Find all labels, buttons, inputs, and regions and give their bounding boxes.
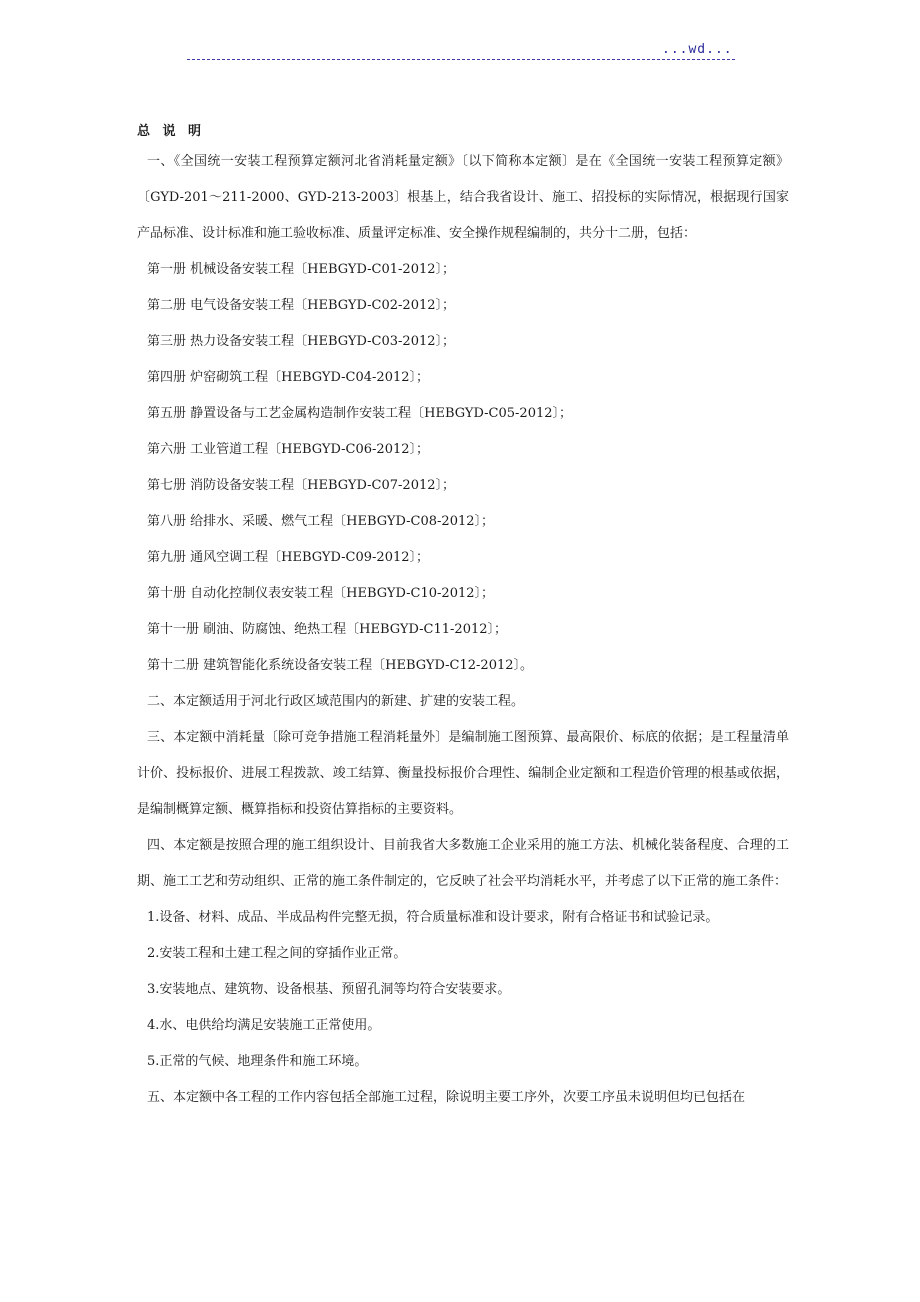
condition-item-5: 5.正常的气候、地理条件和施工环境。 [147, 1054, 368, 1069]
document-title: 总 说 明 [137, 124, 206, 139]
condition-item-4: 4.水、电供给均满足安装施工正常使用。 [147, 1018, 381, 1033]
volume-item-7: 第七册 消防设备安装工程〔HEBGYD-C07-2012〕； [147, 478, 456, 493]
volume-item-4: 第四册 炉窑砌筑工程〔HEBGYD-C04-2012〕； [147, 370, 430, 385]
volume-item-1: 第一册 机械设备安装工程〔HEBGYD-C01-2012〕； [147, 262, 456, 277]
volume-item-2: 第二册 电气设备安装工程〔HEBGYD-C02-2012〕； [147, 298, 456, 313]
paragraph-work-content: 五、本定额中各工程的工作内容包括全部施工过程，除说明主要工序外，次要工序虽未说明但均已包括在 [147, 1090, 746, 1105]
paragraph-conditions: 四、本定额是按照合理的施工组织设计、目前我省大多数施工企业采用的施工方法、机械化装备程度、合理的工期、施工工艺和劳动组织、正常的施工条件制定的，它反映了社会平均消耗水平，并考虑了以下正常的施工条件： [137, 838, 789, 889]
paragraph-intro: 一、《全国统一安装工程预算定额河北省消耗量定额》〔以下简称本定额〕是在《全国统一安装工程预算定额》〔GYD-201～211-2000、GYD-213-2003〕根基上，结合我省设计、施工、招投标的实际情况，根据现行国家产品标准、设计标准和施工验收标准、质量评定标准、安全操作规程编制的，共分十二册，包括： [137, 154, 789, 241]
document-body [137, 144, 789, 1116]
volume-item-3: 第三册 热力设备安装工程〔HEBGYD-C03-2012〕； [147, 334, 456, 349]
condition-item-3: 3.安装地点、建筑物、设备根基、预留孔洞等均符合安装要求。 [147, 982, 511, 997]
volume-item-9: 第九册 通风空调工程〔HEBGYD-C09-2012〕； [147, 550, 430, 565]
volume-item-12: 第十二册 建筑智能化系统设备安装工程〔HEBGYD-C12-2012〕。 [147, 658, 534, 673]
header-mark: ...wd... [662, 42, 733, 57]
condition-item-2: 2.安装工程和土建工程之间的穿插作业正常。 [147, 946, 407, 961]
paragraph-consumption: 三、本定额中消耗量〔除可竞争措施工程消耗量外〕是编制施工图预算、最高限价、标底的依据；是工程量清单计价、投标报价、进展工程拨款、竣工结算、衡量投标报价合理性、编制企业定额和工程造价管理的根基或依据，是编制概算定额、概算指标和投资估算指标的主要资料。 [137, 730, 789, 817]
volume-item-10: 第十册 自动化控制仪表安装工程〔HEBGYD-C10-2012〕； [147, 586, 495, 601]
volume-item-11: 第十一册 刷油、防腐蚀、绝热工程〔HEBGYD-C11-2012〕； [147, 622, 508, 637]
volume-item-6: 第六册 工业管道工程〔HEBGYD-C06-2012〕； [147, 442, 430, 457]
condition-item-1: 1.设备、材料、成品、半成品构件完整无损，符合质量标准和设计要求，附有合格证书和试验记录。 [147, 910, 719, 925]
paragraph-scope: 二、本定额适用于河北行政区域范围内的新建、扩建的安装工程。 [147, 694, 525, 709]
volume-item-8: 第八册 给排水、采暖、燃气工程〔HEBGYD-C08-2012〕； [147, 514, 495, 529]
volume-item-5: 第五册 静置设备与工艺金属构造制作安装工程〔HEBGYD-C05-2012〕； [147, 406, 573, 421]
header-dashed-rule [187, 59, 735, 60]
